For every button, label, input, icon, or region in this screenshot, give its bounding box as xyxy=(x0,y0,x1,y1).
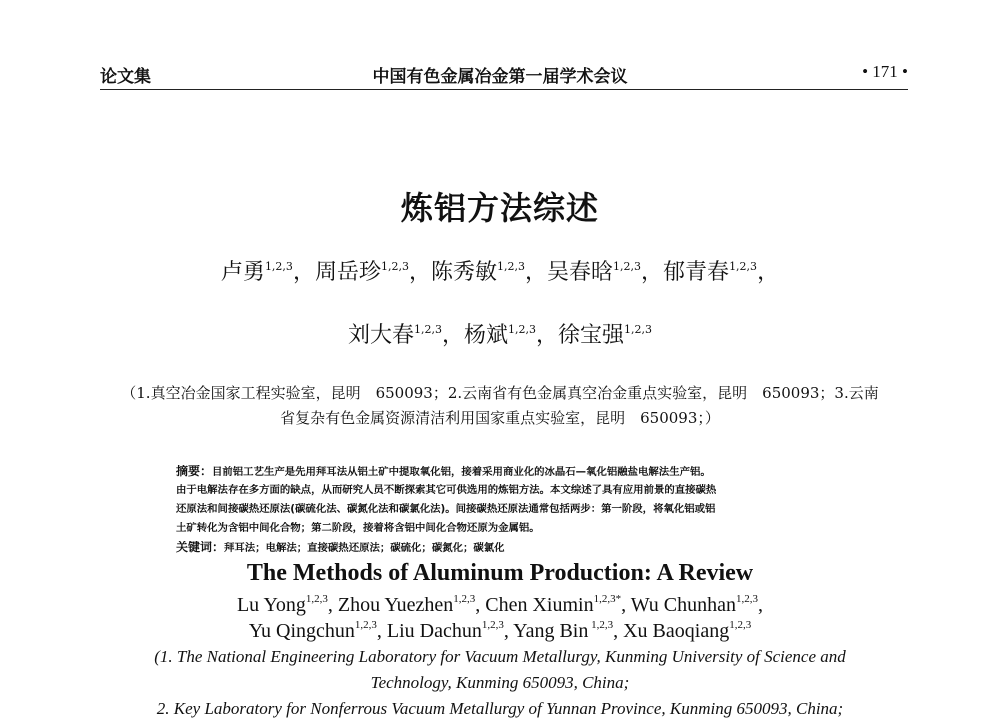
author-list-line-1 xyxy=(0,255,1000,286)
author-affiliation-marker: 1,2,3 xyxy=(264,260,293,273)
author-name: Lu Yong xyxy=(236,594,306,616)
author-name: 吴春晗 xyxy=(547,260,614,285)
author-separator: , xyxy=(621,594,631,616)
affiliation-line-2: 省复杂有色金属资源清洁利用国家重点实验室，昆明 650093；） xyxy=(280,409,720,427)
author-affiliation-marker: 1,2,3 xyxy=(481,619,504,631)
abstract-text-1: 目前铝工艺生产是先用拜耳法从铝土矿中提取氧化铝，接着采用商业化的冰晶石—氧化铝融盐电解法生产铝。 xyxy=(212,466,711,478)
paper-title: 炼铝方法综述 xyxy=(400,189,599,227)
author-separator: ， xyxy=(757,260,780,285)
header-rule xyxy=(100,89,908,90)
author-affiliation-marker: 1,2,3* xyxy=(593,593,622,605)
author-name: 卢勇 xyxy=(220,260,265,285)
affiliation-line-1: （1.真空冶金国家工程实验室，昆明 650093；2.云南省有色金属真空冶金重点实验室，昆明 650093；3.云南 xyxy=(121,384,879,402)
keywords-text: 拜耳法；电解法；直接碳热还原法；碳硫化；碳氮化；碳氯化 xyxy=(224,542,505,554)
author-name: Wu Chunhan xyxy=(630,594,737,616)
header-conference-name: 中国有色金属冶金第一届学术会议 xyxy=(372,67,628,87)
abstract-label: 摘要： xyxy=(176,465,213,478)
english-title: The Methods of Aluminum Production: A Review xyxy=(246,560,754,586)
author-affiliation-marker: 1,2,3 xyxy=(729,619,752,631)
author-name: Xu Baoqiang xyxy=(623,620,730,642)
author-affiliation-marker: 1,2,3 xyxy=(508,323,536,336)
author-affiliation-marker: 1,2,3 xyxy=(497,260,525,273)
author-name: 徐宝强 xyxy=(558,323,625,348)
author-affiliation-marker: 1,2,3 xyxy=(736,593,759,605)
author-affiliation-marker: 1,2,3 xyxy=(624,323,653,336)
header-section-label: 论文集 xyxy=(100,67,151,87)
author-separator: ， xyxy=(441,323,464,348)
abstract-line-2: 由于电解法存在多方面的缺点，从而研究人员不断探索其它可供选用的炼铝方法。本文综述了具有应用前景的直接碳热 xyxy=(176,484,717,496)
abstract-line-4: 土矿转化为含铝中间化合物；第二阶段，接着将含铝中间化合物还原为金属铝。 xyxy=(176,522,540,534)
author-name: Yu Qingchun xyxy=(248,620,355,642)
english-affiliation-line-3: 2. Key Laboratory for Nonferrous Vacuum Metallurgy of Yunnan Province, Kunming 650093, China; xyxy=(156,699,844,718)
author-separator: ， xyxy=(408,260,431,285)
author-name: Yang Bin xyxy=(513,620,589,642)
keywords-label: 关键词： xyxy=(176,541,225,554)
author-affiliation-marker: 1,2,3 xyxy=(588,619,614,631)
author-name: Chen Xiumin xyxy=(485,594,594,616)
author-affiliation-marker: 1,2,3 xyxy=(354,619,377,631)
author-separator: ， xyxy=(525,260,548,285)
author-list-line-2 xyxy=(0,318,1000,349)
author-affiliation-marker: 1,2,3 xyxy=(453,593,476,605)
author-separator: , xyxy=(758,594,764,616)
author-separator: , xyxy=(475,594,486,616)
author-affiliation-marker: 1,2,3 xyxy=(729,260,758,273)
author-name: 郁青春 xyxy=(663,260,730,285)
author-separator: , xyxy=(613,620,624,642)
author-name: Liu Dachun xyxy=(386,620,482,642)
page-number: • 171 • xyxy=(862,62,908,81)
author-name: 陈秀敏 xyxy=(430,260,497,285)
abstract-line-3: 还原法和间接碳热还原法(碳硫化法、碳氮化法和碳氯化法)。间接碳热还原法通常包括两步：第一阶段，将氧化铝或铝 xyxy=(176,503,716,515)
author-separator: ， xyxy=(292,260,315,285)
author-name: 刘大春 xyxy=(347,323,414,348)
author-separator: ， xyxy=(641,260,664,285)
english-author-list-line-2 xyxy=(0,619,1000,643)
author-separator: , xyxy=(327,594,338,616)
author-affiliation-marker: 1,2,3 xyxy=(413,323,442,336)
english-author-list-line-1 xyxy=(0,593,1000,617)
keywords-line xyxy=(176,541,836,555)
abstract-line-1 xyxy=(176,465,836,479)
author-name: 杨斌 xyxy=(463,323,508,348)
author-affiliation-marker: 1,2,3 xyxy=(613,260,642,273)
author-name: Zhou Yuezhen xyxy=(337,594,454,616)
author-name: 周岳珍 xyxy=(314,260,381,285)
author-affiliation-marker: 1,2,3 xyxy=(380,260,409,273)
english-affiliation-line-1: (1. The National Engineering Laboratory for Vacuum Metallurgy, Kunming University of Science and xyxy=(154,647,846,666)
author-separator: ， xyxy=(536,323,559,348)
author-separator: , xyxy=(376,620,387,642)
author-affiliation-marker: 1,2,3 xyxy=(305,593,328,605)
author-separator: , xyxy=(503,620,514,642)
english-affiliation-line-2: Technology, Kunming 650093, China; xyxy=(370,673,630,692)
